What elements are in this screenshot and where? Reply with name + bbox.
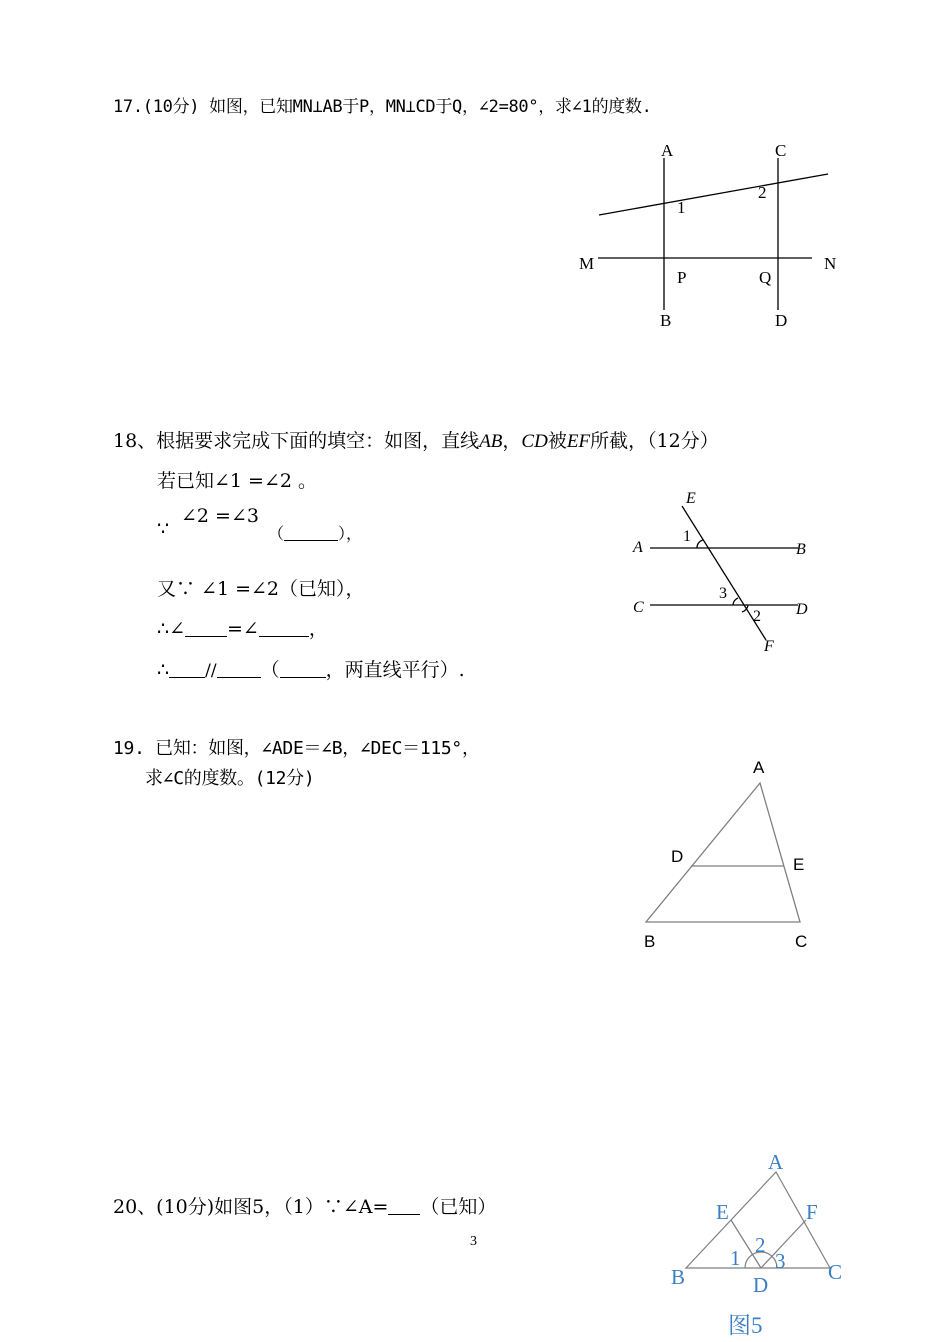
blank-line-1[interactable] [169, 659, 205, 678]
line-ab-label: AB [479, 431, 503, 452]
question-18-heading [113, 426, 719, 453]
q18-line-therefore-parallel: ∴ // （ ，两直线平行）. [157, 659, 465, 681]
heading-mid: 被 [547, 430, 567, 452]
q18-line-therefore-angles: ∴∠ =∠ ， [157, 618, 328, 640]
heading-prefix: 18、根据要求完成下面的填空：如图，直线 [113, 430, 480, 452]
line-cd-label: CD [521, 431, 548, 452]
label-a: A [753, 758, 765, 777]
label-m: M [579, 254, 595, 273]
segment-de [731, 1220, 761, 1268]
blank-angle-a-value[interactable] [388, 1196, 420, 1215]
label-2: 2 [758, 183, 767, 202]
question-19-line1: 19. 已知：如图，∠ADE＝∠B，∠DEC＝115°， [113, 738, 480, 759]
angle-1-arc [697, 540, 703, 548]
q18-line-also: 又∵ ∠1 =∠2（已知）， [157, 578, 365, 600]
label-b: B [660, 311, 672, 330]
label-2: 2 [753, 608, 761, 625]
label-a: A [633, 539, 643, 556]
label-b: B [644, 932, 656, 951]
label-e: E [793, 855, 805, 874]
blank-reason-2[interactable] [280, 659, 326, 678]
label-f: F [764, 638, 774, 655]
blank-angle-a[interactable] [185, 618, 227, 637]
label-1: 1 [683, 528, 691, 545]
label-d: D [671, 847, 684, 866]
line-ef [682, 506, 766, 640]
label-q: Q [759, 268, 772, 287]
label-a: A [661, 141, 674, 160]
heading-suffix: 所截，（12分） [590, 430, 719, 452]
blank-angle-b[interactable] [259, 618, 309, 637]
label-c: C [795, 932, 808, 951]
label-c: C [828, 1260, 843, 1284]
angle-arc [745, 1252, 777, 1268]
line-ef-label: EF [566, 431, 591, 452]
label-n: N [824, 254, 837, 273]
label-b: B [796, 541, 806, 558]
question-19-line2: 求∠C的度数。(12分) [145, 768, 315, 789]
q18-because-symbol: ∵ [157, 518, 170, 540]
label-3: 3 [775, 1249, 786, 1273]
label-e: E [686, 490, 696, 507]
label-c: C [775, 141, 787, 160]
label-d: D [775, 311, 788, 330]
segment-df [761, 1220, 806, 1268]
label-f: F [806, 1200, 818, 1224]
label-2: 2 [755, 1233, 766, 1257]
label-a: A [768, 1150, 784, 1174]
q18-reason-1: （ ）， [268, 524, 363, 543]
label-p: P [677, 268, 687, 287]
angle-2-arc [742, 605, 748, 612]
label-1: 1 [730, 1246, 741, 1270]
label-e: E [716, 1200, 729, 1224]
triangle-abc [686, 1172, 830, 1268]
label-c: C [633, 599, 644, 616]
label-d: D [753, 1273, 769, 1297]
label-1: 1 [677, 198, 686, 217]
blank-line-2[interactable] [217, 659, 261, 678]
q18-line-given: 若已知∠1 =∠2 。 [157, 470, 318, 492]
heading-comma: ， [502, 430, 522, 452]
question-20-text: 20、(10分)如图5，（1）∵∠A= （已知） [113, 1196, 497, 1218]
figure-caption: 图5 [728, 1313, 763, 1338]
triangle-abc [646, 783, 800, 922]
q18-angle-2-3: ∠2 =∠3 [181, 505, 259, 527]
label-b: B [671, 1265, 686, 1289]
label-d: D [796, 601, 808, 618]
angle-3-arc [733, 598, 738, 605]
label-3: 3 [719, 585, 727, 602]
question-17-text: 17.(10分) 如图，已知MN⊥AB于P，MN⊥CD于Q，∠2=80°，求∠1的度数. [113, 97, 652, 117]
blank-reason-1[interactable] [284, 522, 338, 541]
page-number: 3 [470, 1234, 477, 1249]
transversal-line [599, 174, 828, 215]
